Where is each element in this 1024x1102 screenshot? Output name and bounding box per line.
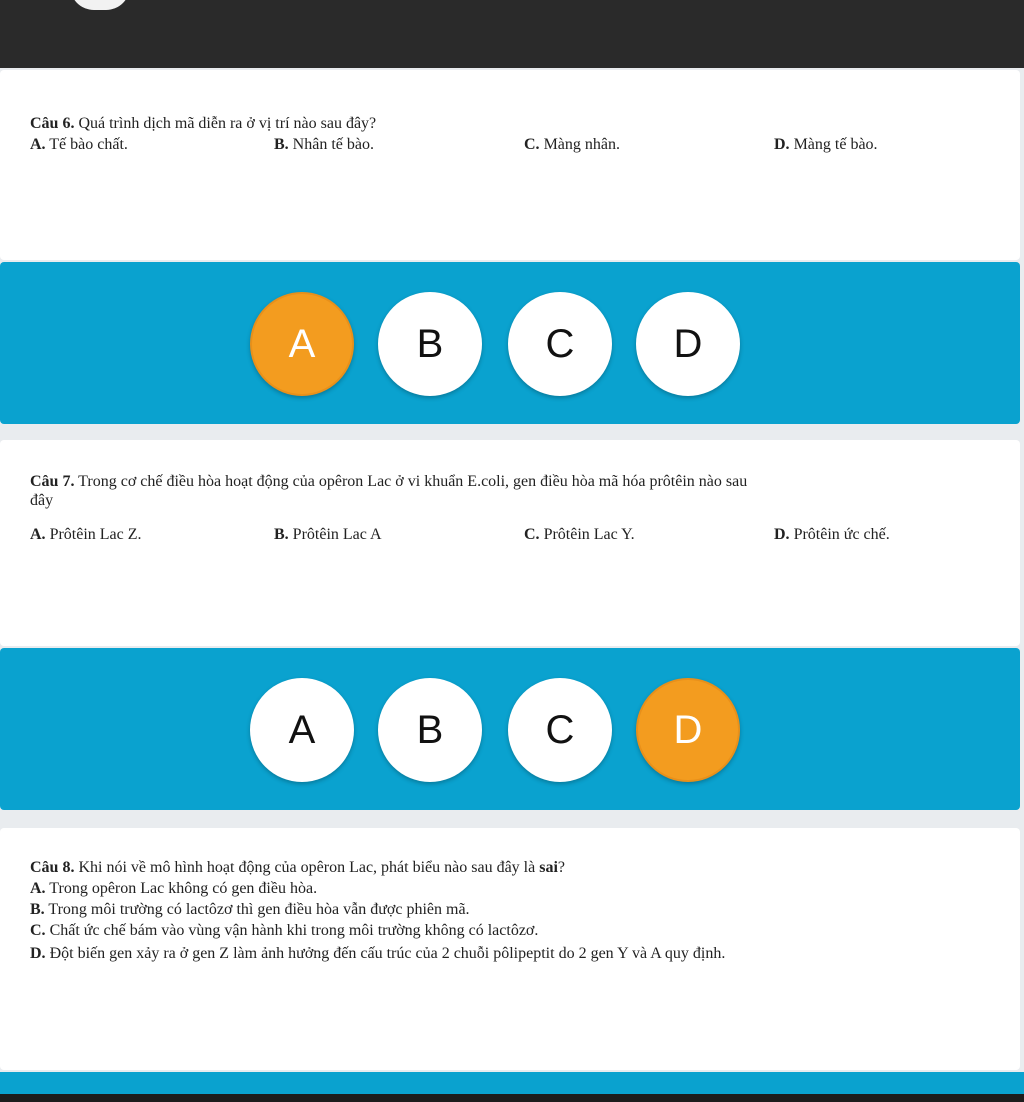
question-7-text bbox=[30, 472, 980, 510]
q7-option-c bbox=[524, 526, 635, 544]
q6-option-a-key: A. bbox=[30, 136, 46, 153]
q6-option-d bbox=[774, 136, 878, 154]
question-8-text bbox=[30, 858, 565, 877]
q6-option-a-text: Tế bào chất. bbox=[49, 136, 128, 153]
q7-option-b-text: Prôtêin Lac A bbox=[292, 526, 382, 543]
question-7-prompt-line1: Trong cơ chế điều hòa hoạt động của opêron Lac ở vi khuẩn E.coli, gen điều hòa mã hóa prôtêin nào sau bbox=[78, 473, 748, 490]
q8-statement-a-key: A. bbox=[30, 880, 46, 897]
q6-option-b-key: B. bbox=[274, 136, 289, 153]
question-6-prompt: Quá trình dịch mã diễn ra ở vị trí nào sau đây? bbox=[78, 115, 377, 132]
question-6-number: Câu 6. bbox=[30, 115, 75, 132]
answer-1-choice-b[interactable]: B bbox=[378, 292, 482, 396]
q6-option-c-text: Màng nhân. bbox=[543, 136, 620, 153]
q8-statement-a-text: Trong opêron Lac không có gen điều hòa. bbox=[49, 880, 318, 897]
answer-1-choice-a[interactable]: A bbox=[250, 292, 354, 396]
question-8-card bbox=[0, 828, 1020, 1070]
q7-option-c-text: Prôtêin Lac Y. bbox=[543, 526, 635, 543]
answer-2-choice-c[interactable]: C bbox=[508, 678, 612, 782]
q6-option-c bbox=[524, 136, 620, 154]
q8-statement-a bbox=[30, 879, 317, 898]
q7-option-a-key: A. bbox=[30, 526, 46, 543]
answer-1-choice-d[interactable]: D bbox=[636, 292, 740, 396]
answer-band-1 bbox=[0, 262, 1020, 424]
q8-statement-c-key: C. bbox=[30, 922, 46, 939]
top-dark-bar bbox=[0, 0, 1024, 68]
q7-option-d-key: D. bbox=[774, 526, 790, 543]
q7-option-b bbox=[274, 526, 382, 544]
question-8-prompt: Khi nói về mô hình hoạt động của opêron Lac, phát biểu nào sau đây là bbox=[78, 859, 536, 876]
question-8-end: ? bbox=[557, 859, 565, 876]
answer-band-2 bbox=[0, 648, 1020, 810]
q8-statement-b bbox=[30, 900, 470, 919]
header-shape bbox=[70, 0, 130, 10]
answer-2-choice-b[interactable]: B bbox=[378, 678, 482, 782]
q6-option-b bbox=[274, 136, 374, 154]
q6-option-d-text: Màng tế bào. bbox=[793, 136, 878, 153]
q8-statement-c bbox=[30, 921, 538, 940]
answer-2-choice-a[interactable]: A bbox=[250, 678, 354, 782]
q7-option-d-text: Prôtêin ức chế. bbox=[793, 526, 890, 543]
question-7-prompt-line2: đây bbox=[30, 492, 54, 509]
question-8-emphasis: sai bbox=[539, 859, 558, 876]
q8-statement-d-key: D. bbox=[30, 945, 46, 962]
q6-option-d-key: D. bbox=[774, 136, 790, 153]
question-6-card bbox=[0, 70, 1020, 260]
question-8-number: Câu 8. bbox=[30, 859, 75, 876]
q8-statement-b-text: Trong môi trường có lactôzơ thì gen điều hòa vẫn được phiên mã. bbox=[48, 901, 470, 918]
question-6-text bbox=[30, 114, 376, 133]
q7-option-c-key: C. bbox=[524, 526, 540, 543]
answer-2-choice-d[interactable]: D bbox=[636, 678, 740, 782]
q6-option-b-text: Nhân tế bào. bbox=[292, 136, 374, 153]
q7-option-d bbox=[774, 526, 890, 544]
q8-statement-b-key: B. bbox=[30, 901, 45, 918]
question-7-number: Câu 7. bbox=[30, 473, 75, 490]
answer-1-choice-c[interactable]: C bbox=[508, 292, 612, 396]
q7-option-a bbox=[30, 526, 142, 544]
question-7-card bbox=[0, 440, 1020, 646]
bottom-band bbox=[0, 1072, 1024, 1094]
q8-statement-d-text: Đột biến gen xảy ra ở gen Z làm ảnh hưởng đến cấu trúc của 2 chuỗi pôlipeptit do 2 gen Y và A quy định. bbox=[49, 945, 726, 962]
q8-statement-c-text: Chất ức chế bám vào vùng vận hành khi trong môi trường không có lactôzơ. bbox=[49, 922, 539, 939]
q7-option-b-key: B. bbox=[274, 526, 289, 543]
q6-option-c-key: C. bbox=[524, 136, 540, 153]
q7-option-a-text: Prôtêin Lac Z. bbox=[49, 526, 142, 543]
bottom-edge bbox=[0, 1094, 1024, 1102]
q8-statement-d bbox=[30, 944, 725, 963]
q6-option-a bbox=[30, 136, 128, 154]
